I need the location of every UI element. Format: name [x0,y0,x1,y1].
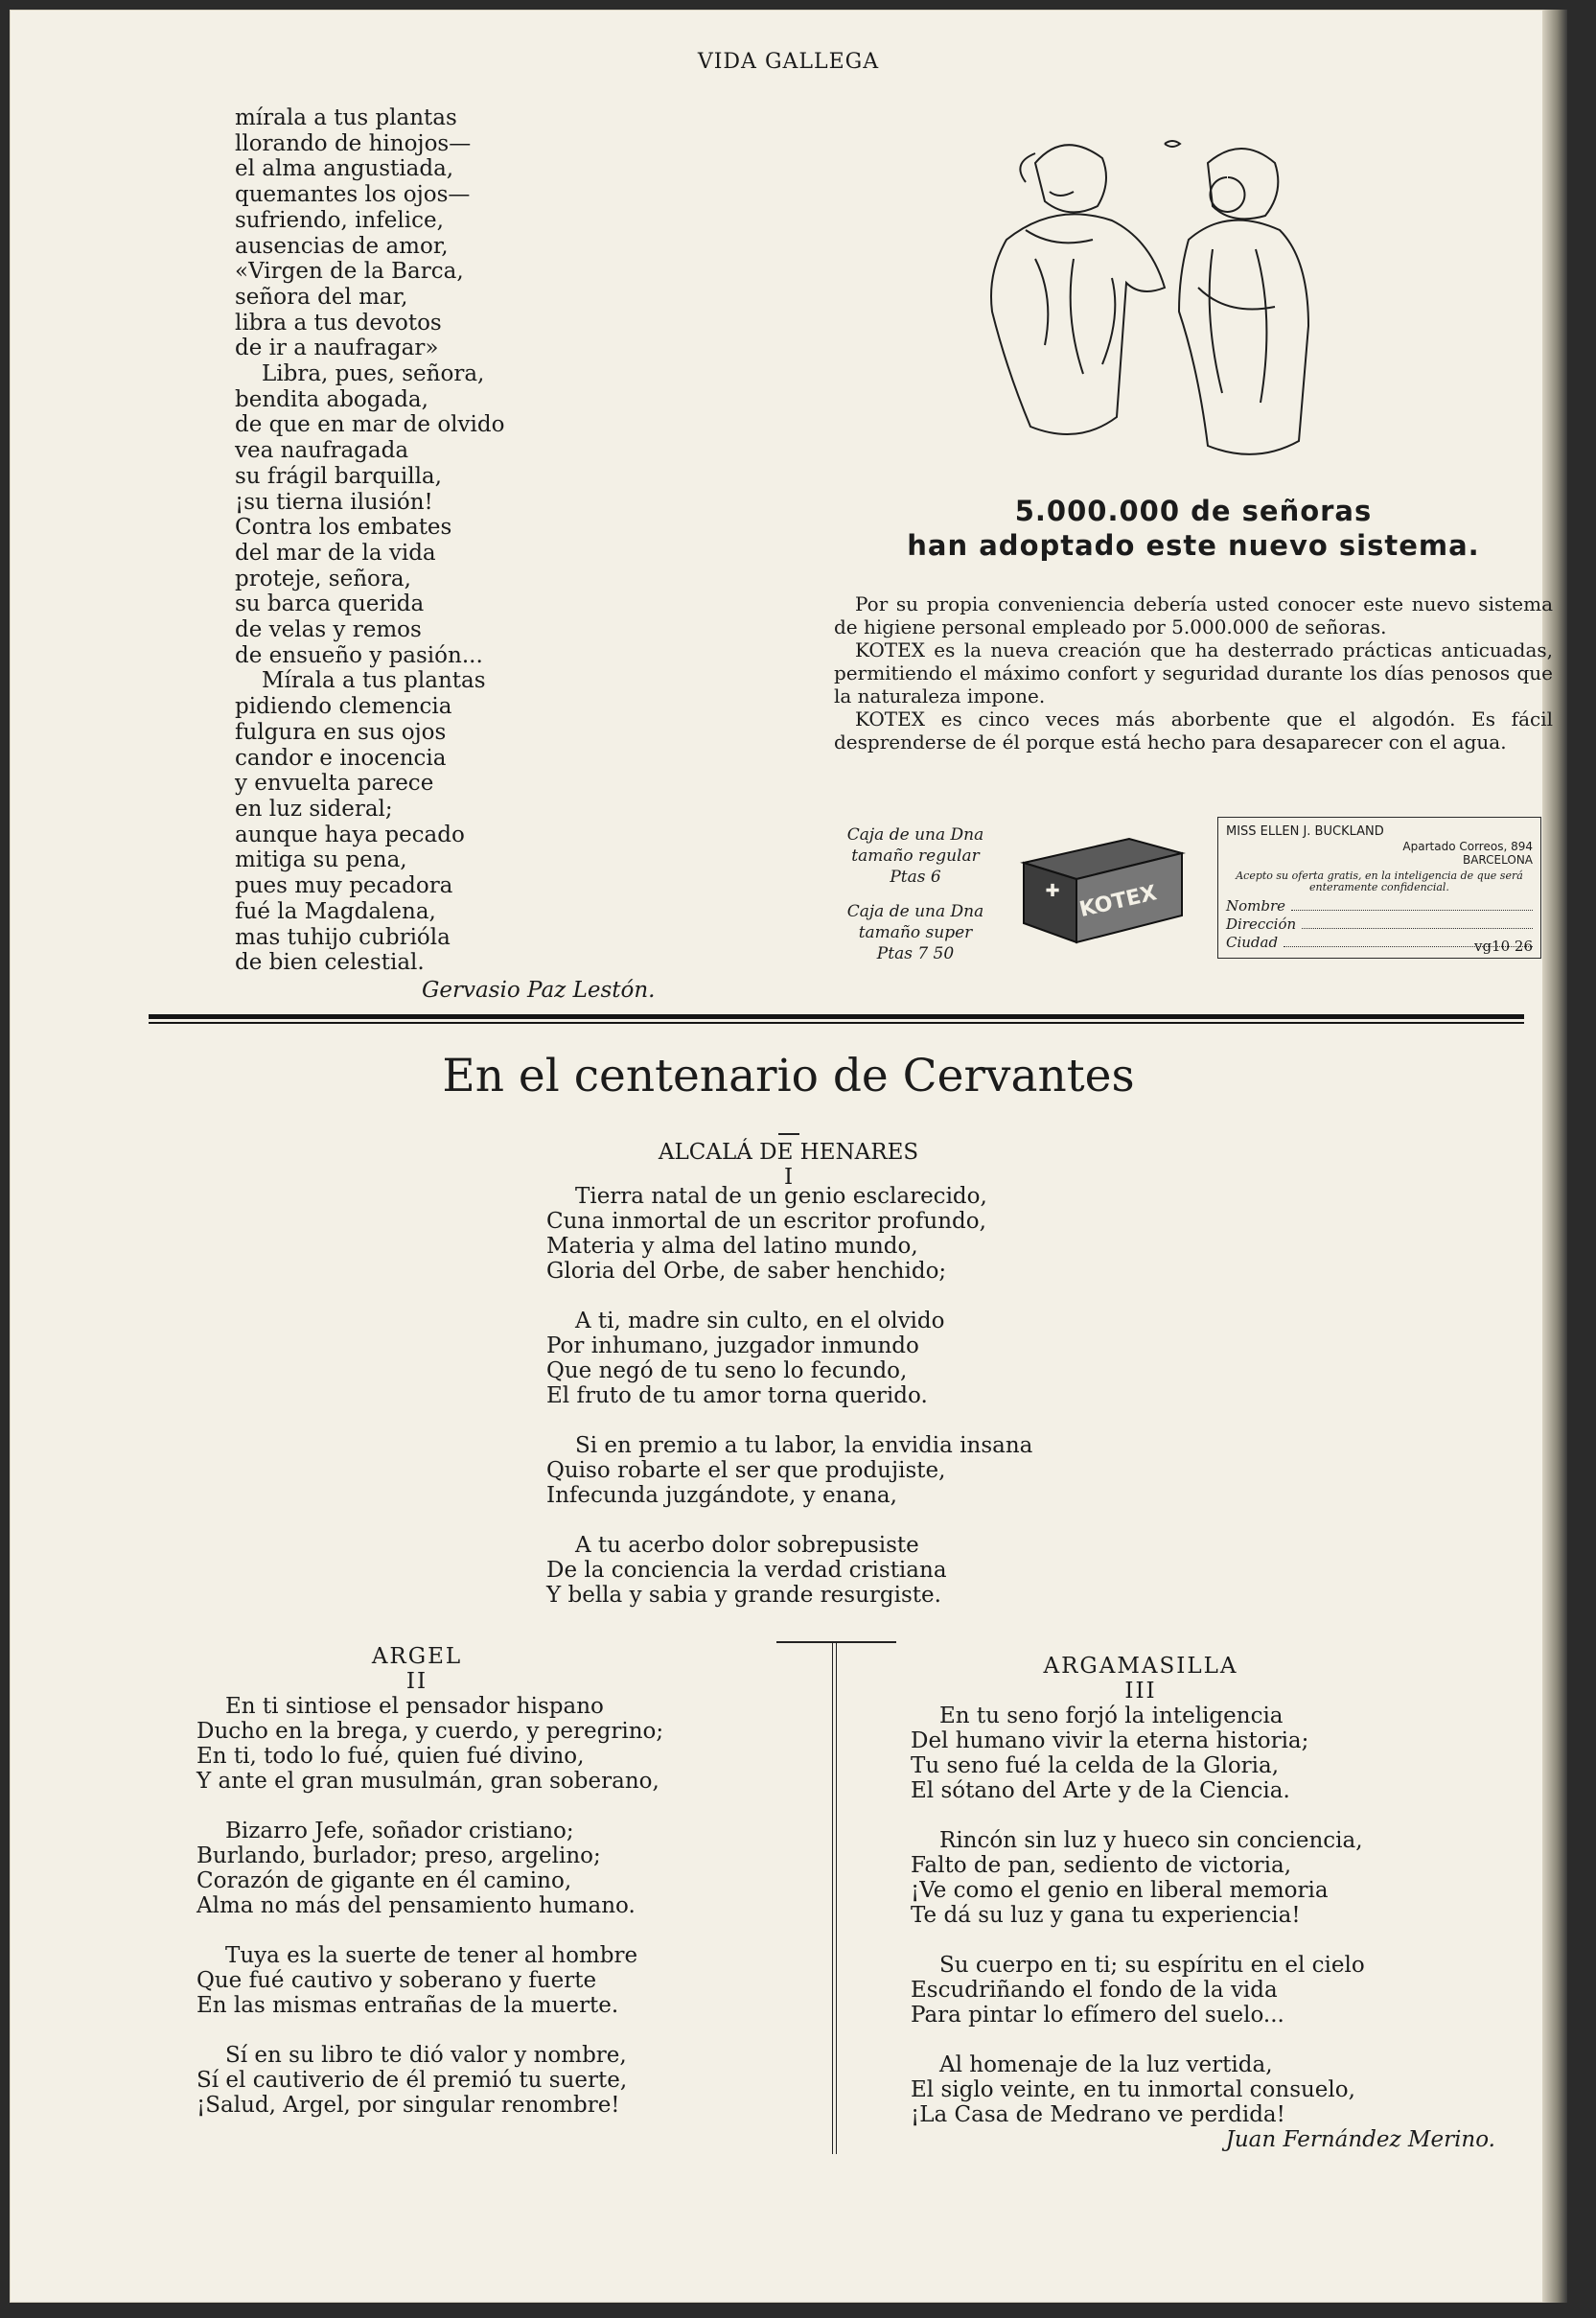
verse-line: Y bella y sabia y grande resurgiste. [546,1583,941,1608]
stanza [197,1819,772,1918]
field-label: Ciudad [1226,934,1279,951]
poem-line: de velas y remos [235,617,422,643]
verse-line: Tuya es la suerte de tener al hombre [225,1943,638,1968]
verse-line: Escudriñando el fondo de la vida [911,1978,1278,2003]
ad-paragraph: Por su propia conveniencia debería usted conocer este nuevo sistema de higiene personal empleado por 5.000.000 de señoras. [834,592,1553,638]
ad-body-text [834,592,1553,753]
two-women-illustration [968,125,1332,470]
price-line: tamaño regular [851,846,980,866]
coupon-field-direccion [1226,916,1533,934]
poem-line: libra a tus devotos [235,310,442,336]
verse-line: Por inhumano, juzgador inmundo [546,1333,919,1358]
verse-line: Para pintar lo efímero del suelo... [911,2003,1284,2028]
verse-line: Bizarro Jefe, soñador cristiano; [225,1819,574,1843]
poem-line: de ir a naufragar» [235,336,439,361]
heading-numeral: I [783,1165,794,1190]
stanza [197,1694,772,1794]
ad-paragraph: KOTEX es la nueva creación que ha desterrado prácticas anticuadas, permitiendo el máximo confort y seguridad durante los días penosos que la naturaleza impone. [834,638,1553,707]
article-title: En el centenario de Cervantes [442,1050,1135,1102]
section1-heading [10,1133,1567,1190]
poem-line: candor e inocencia [235,745,447,771]
verse-line: Al homenaje de la luz vertida, [939,2052,1273,2077]
poem-top-left [235,105,752,1004]
verse-line: El sótano del Arte y de la Ciencia. [911,1778,1290,1803]
magazine-page [10,10,1567,2303]
stanza [546,1533,1122,1608]
heading-numeral: III [1124,1679,1157,1704]
kotex-box-illustration [1014,820,1187,944]
verse-line: Corazón de gigante en él camino, [197,1868,572,1893]
sonnet-alcala [546,1184,1122,1633]
author-signature: Juan Fernández Merino. [1225,2127,1495,2152]
verse-line: Del humano vivir la eterna historia; [911,1728,1309,1753]
field-label: Dirección [1226,916,1297,933]
poem-line: pues muy pecadora [235,873,453,899]
coupon-note: Acepto su oferta gratis, en la inteligencia de que será enteramente confidencial. [1236,869,1523,893]
poem-line: ausencias de amor, [235,233,449,259]
poem-line: señora del mar, [235,284,408,310]
stanza [546,1184,1122,1284]
headline-line-1: 5.000.000 de señoras [1014,495,1373,527]
verse-line: En tu seno forjó la inteligencia [939,1704,1284,1728]
stanza [911,1953,1524,2028]
poem-line: su barca querida [235,591,425,617]
poem-line: Libra, pues, señora, [262,361,485,387]
price-line: Ptas 7 50 [876,944,955,963]
verse-line: Sí en su libro te dió valor y nombre, [225,2043,627,2068]
stanza [546,1309,1122,1408]
poem-line: fulgura en sus ojos [235,719,447,745]
price-line: Caja de una Dna [846,902,984,921]
stanza [911,1828,1524,1928]
order-coupon [1217,817,1541,959]
verse-line: El siglo veinte, en tu inmortal consuelo, [911,2077,1355,2102]
poem-line: proteje, señora, [235,566,411,591]
verse-line: ¡La Casa de Medrano ve perdida! [911,2102,1285,2127]
field-label: Nombre [1226,897,1286,915]
poem-line: su frágil barquilla, [235,463,442,489]
coupon-address: Apartado Correos, 894 [1402,840,1533,853]
heading-text: ARGEL [371,1644,463,1669]
heading-text: ALCALÁ DE HENARES [658,1140,919,1165]
coupon-field-nombre [1226,897,1533,916]
stanza [546,1433,1122,1508]
ad-headline [834,494,1553,563]
poem-line: de ensueño y pasión... [235,642,483,668]
poem-line: quemantes los ojos— [235,182,471,208]
verse-line: Rincón sin luz y hueco sin conciencia, [939,1828,1363,1853]
verse-line: Cuna inmortal de un escritor profundo, [546,1209,986,1234]
stanza [911,1704,1524,1803]
poem-line: Contra los embates [235,515,452,541]
poem-line: Mírala a tus plantas [262,668,486,694]
verse-line: A ti, madre sin culto, en el olvido [575,1309,945,1333]
coupon-city: BARCELONA [1462,853,1533,867]
verse-line: ¡Ve como el genio en liberal memoria [911,1878,1329,1903]
ad-paragraph: KOTEX es cinco veces más aborbente que el algodón. Es fácil desprenderse de él porque está hecho para desaparecer con el agua. [834,707,1553,753]
heading-numeral: II [405,1669,428,1694]
poem-line: mitiga su pena, [235,847,407,873]
poem-line: mírala a tus plantas [235,105,457,130]
poem-line: fué la Magdalena, [235,898,436,924]
poem-line: bendita abogada, [235,386,428,412]
verse-line: Burlando, burlador; preso, argelino; [197,1843,601,1868]
poem-line: «Virgen de la Barca, [235,259,464,285]
verse-line: Y ante el gran musulmán, gran soberano, [197,1769,659,1794]
column-divider [832,1641,837,2154]
poem-line: sufriendo, infelice, [235,207,444,233]
heading-text: ARGAMASILLA [1043,1654,1238,1679]
verse-line: De la conciencia la verdad cristiana [546,1558,947,1583]
poem-line: pidiendo clemencia [235,694,452,720]
verse-line: Tu seno fué la celda de la Gloria, [911,1753,1280,1778]
poem-line: de bien celestial. [235,950,425,976]
price-line: tamaño super [858,923,973,942]
price-line: Ptas 6 [890,868,941,887]
verse-line: A tu acerbo dolor sobrepusiste [575,1533,919,1558]
verse-line: El fruto de tu amor torna querido. [546,1383,928,1408]
poem-line: del mar de la vida [235,540,436,566]
price-line: Caja de una Dna [846,825,984,845]
sonnet-argel [197,1644,772,2143]
poem-line: ¡su tierna ilusión! [235,489,433,515]
stanza [197,2043,772,2118]
verse-line: Te dá su luz y gana tu experiencia! [911,1903,1301,1928]
poem-line: de que en mar de olvido [235,412,505,438]
verse-line: Que fué cautivo y soberano y fuerte [197,1968,597,1993]
verse-line: Tierra natal de un genio esclarecido, [575,1184,987,1209]
verse-line: Falto de pan, sediento de victoria, [911,1853,1292,1878]
poem-line: aunque haya pecado [235,822,465,847]
verse-line: Gloria del Orbe, de saber henchido; [546,1259,947,1284]
section-rule [149,1014,1524,1024]
verse-line: Si en premio a tu labor, la envidia insana [575,1433,1033,1458]
coupon-code: vg10 26 [1473,938,1533,955]
ad-prices [834,824,997,964]
verse-line: Quiso robarte el ser que produjiste, [546,1458,946,1483]
headline-line-2: han adoptado este nuevo sistema. [907,529,1480,562]
box-cross-icon: ✚ [1045,881,1060,901]
verse-line: ¡Salud, Argel, por singular renombre! [197,2093,620,2118]
poem-line: y envuelta parece [235,771,434,797]
poem-line: llorando de hinojos— [235,130,472,156]
verse-line: Su cuerpo en ti; su espíritu en el cielo [939,1953,1365,1978]
sonnet-argamasilla [911,1654,1524,2152]
box-brand-label: KOTEX [1076,881,1160,923]
author-signature: Gervasio Paz Lestón. [422,977,656,1003]
verse-line: En las mismas entrañas de la muerte. [197,1993,619,2018]
verse-line: Alma no más del pensamiento humano. [197,1893,636,1918]
verse-line: Materia y alma del latino mundo, [546,1234,918,1259]
poem-line: vea naufragada [235,438,409,464]
verse-line: Sí el cautiverio de él premió tu suerte, [197,2068,628,2093]
poem-line: en luz sideral; [235,796,393,822]
coupon-name: MISS ELLEN J. BUCKLAND [1226,824,1384,839]
verse-line: En ti, todo lo fué, quien fué divino, [197,1744,585,1769]
verse-line: Infecunda juzgándote, y enana, [546,1483,897,1508]
verse-line: Que negó de tu seno lo fecundo, [546,1358,908,1383]
poem-line: mas tuhijo cubrióla [235,924,451,950]
verse-line: Ducho en la brega, y cuerdo, y peregrino; [197,1719,664,1744]
stanza [197,1943,772,2018]
stanza [911,2052,1524,2127]
poem-line: el alma angustiada, [235,156,454,182]
running-header: VIDA GALLEGA [697,50,880,74]
verse-line: En ti sintiose el pensador hispano [225,1694,604,1719]
